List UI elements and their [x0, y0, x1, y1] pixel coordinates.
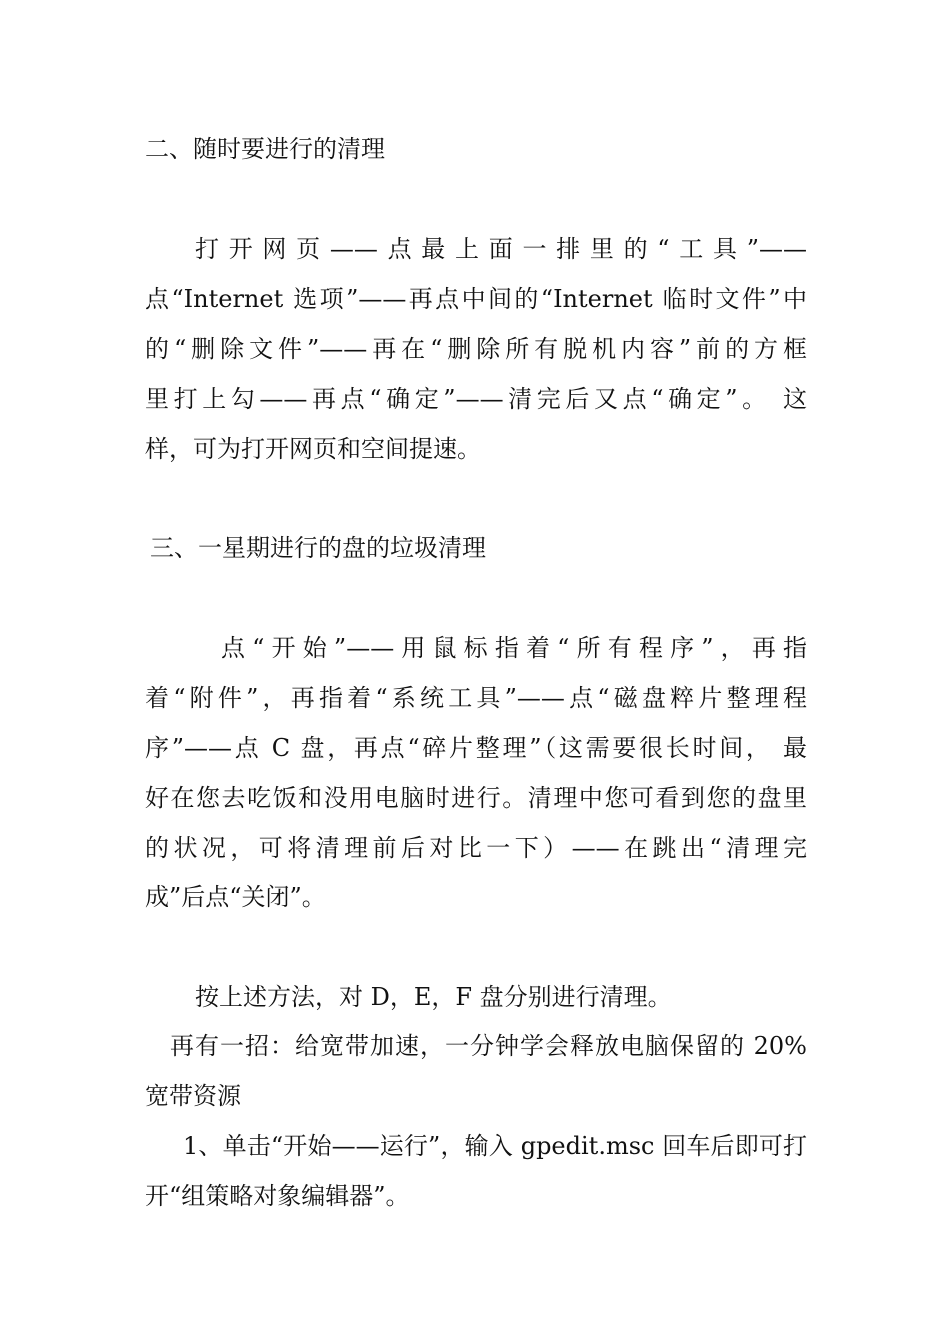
tail-line-step-1-cont: 开“组策略对象编辑器”。 [145, 1182, 410, 1210]
section-2-heading: 二、随时要进行的清理 [145, 135, 385, 163]
section-2-paragraph-line-3: 的“删除文件”——再在“删除所有脱机内容”前的方框 [145, 335, 807, 363]
section-3-paragraph-line-6: 成”后点“关闭”。 [145, 883, 326, 911]
section-2-paragraph-line-2: 点“Internet 选项”——再点中间的“Internet 临时文件”中 [145, 285, 807, 313]
section-2-paragraph-line-1: 打开网页——点最上面一排里的“工具”—— [195, 235, 807, 263]
section-3-heading: 三、一星期进行的盘的垃圾清理 [150, 534, 486, 562]
tail-line-tip-cont: 宽带资源 [145, 1082, 241, 1110]
section-3-paragraph-line-2: 着“附件”，再指着“系统工具”——点“磁盘粹片整理程 [145, 684, 807, 712]
section-3-paragraph-line-3: 序”——点 C 盘，再点“碎片整理”（这需要很长时间， 最 [145, 734, 807, 762]
section-2-paragraph-line-4: 里打上勾——再点“确定”——清完后又点“确定”。 这 [145, 385, 807, 413]
tail-line-tip: 再有一招：给宽带加速，一分钟学会释放电脑保留的 20% [170, 1032, 807, 1060]
tail-line-method: 按上述方法，对 D，E，F 盘分别进行清理。 [195, 983, 672, 1011]
section-2-paragraph-line-5: 样，可为打开网页和空间提速。 [145, 435, 481, 463]
section-3-paragraph-line-4: 好在您去吃饭和没用电脑时进行。清理中您可看到您的盘里 [145, 784, 807, 812]
section-3-paragraph-line-1: 点“开始”——用鼠标指着“所有程序”，再指 [221, 634, 807, 662]
tail-line-step-1: 1、单击“开始——运行”，输入 gpedit.msc 回车后即可打 [183, 1132, 807, 1160]
section-3-paragraph-line-5: 的状况，可将清理前后对比一下）——在跳出“清理完 [145, 834, 807, 862]
